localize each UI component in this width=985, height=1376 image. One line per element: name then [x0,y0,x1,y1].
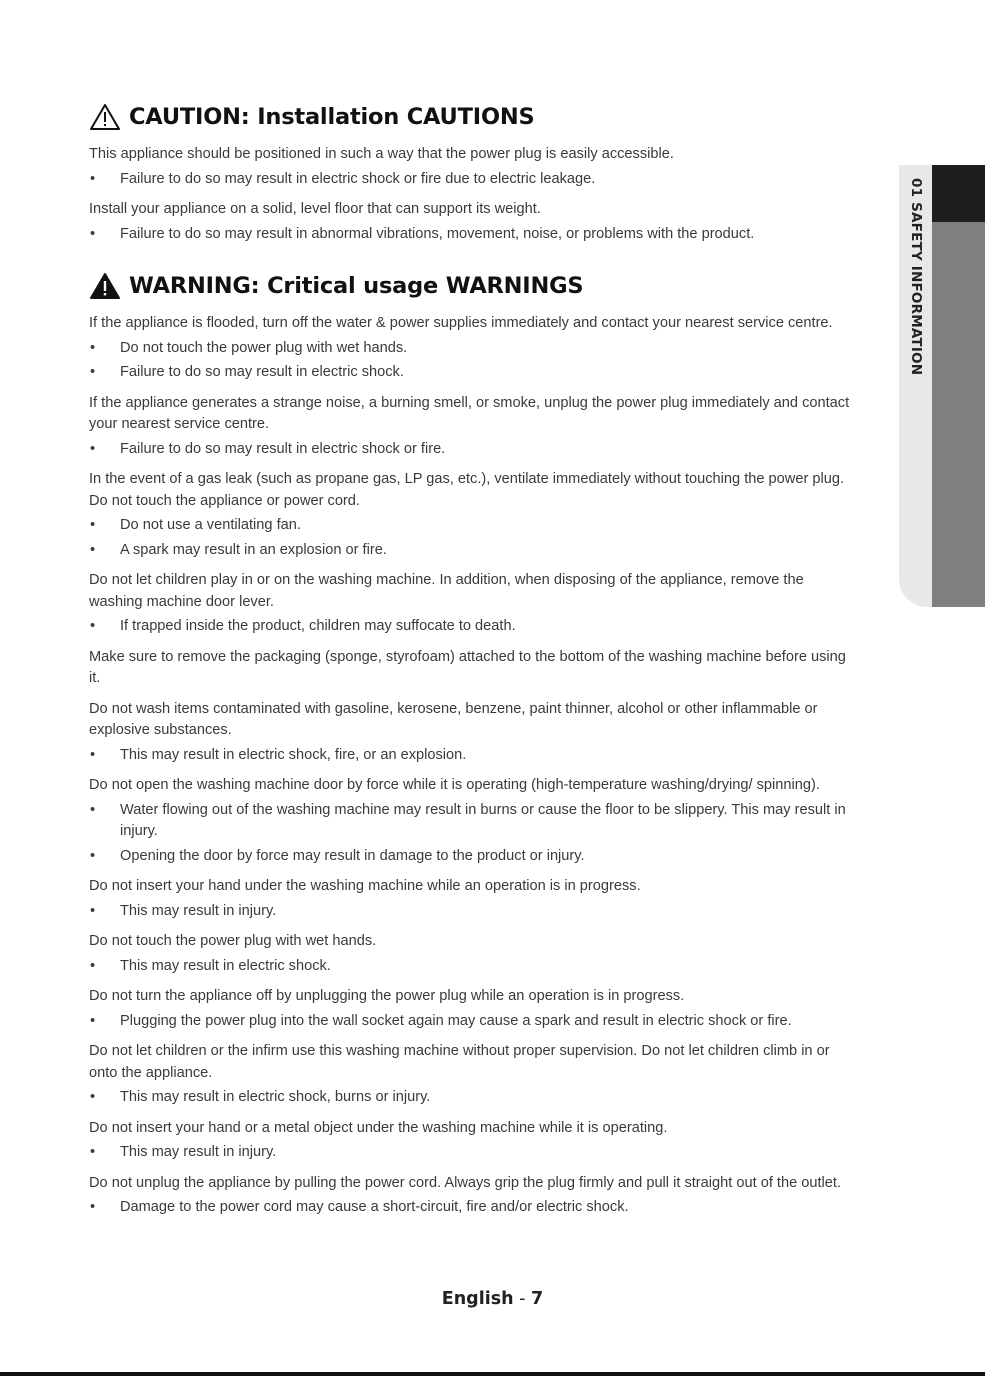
bullet-item [89,901,859,923]
safety-item [89,1118,859,1164]
safety-instruction: If the appliance generates a strange noise, a burning smell, or smoke, unplug the power plug immediately and contact your nearest service centre. [89,394,850,432]
bullet-marker: • [90,541,96,558]
chapter-tab-label: 01 SAFETY INFORMATION [908,178,924,376]
safety-instruction: Do not insert your hand or a metal object under the washing machine while it is operating. [89,1119,668,1136]
bullet-text: If trapped inside the product, children may suffocate to death. [120,618,516,634]
bullet-item [89,1197,859,1219]
safety-instruction: Do not turn the appliance off by unplugging the power plug while an operation is in progress. [89,988,685,1004]
safety-instruction: If the appliance is flooded, turn off the water & power supplies immediately and contact your nearest service centre. [89,315,833,331]
safety-instruction: This appliance should be positioned in such a way that the power plug is easily accessible. [89,146,674,162]
bullet-marker: • [90,618,96,634]
bullet-marker: • [90,440,96,457]
chapter-tab-bar [932,165,985,607]
bullet-item [89,1142,859,1164]
bullet-text: Failure to do so may result in electric shock or fire due to electric leakage. [120,170,596,187]
safety-item [89,647,859,690]
bullet-text: Failure to do so may result in electric shock. [120,364,404,380]
bullet-item [89,362,859,384]
footer-page-number: 7 [531,1289,544,1309]
footer-language: English [441,1289,514,1309]
bullet-text: Failure to do so may result in abnormal vibrations, movement, noise, or problems with the product. [120,225,755,242]
safety-instruction: Do not let children or the infirm use this washing machine without proper supervision. Do not let children climb in or onto the appliance. [89,1043,830,1081]
caution-outline-triangle-icon [89,103,121,131]
bullet-item [89,1011,859,1033]
safety-instruction: Install your appliance on a solid, level floor that can support its weight. [89,201,541,217]
safety-instruction: Do not open the washing machine door by force while it is operating (high-temperature washing/drying/ spinning). [89,777,820,793]
bullet-marker: • [90,746,96,763]
bullet-item [89,846,859,868]
bullet-marker: • [90,1144,96,1160]
bullet-text: A spark may result in an explosion or fire. [120,541,387,558]
safety-instruction: Do not insert your hand under the washing machine while an operation is in progress. [89,878,641,894]
safety-item [89,144,859,190]
warning-heading [89,271,859,301]
bullet-text: Opening the door by force may result in damage to the product or injury. [120,847,585,864]
footer-separator: - [513,1289,532,1309]
bullet-text: This may result in electric shock, burns or injury. [120,1089,431,1105]
bullet-item [89,745,859,767]
bullet-item [89,616,859,638]
safety-instruction: Do not wash items contaminated with gasoline, kerosene, benzene, paint thinner, alcohol or other inflammable or explosive substances. [89,700,818,738]
bullet-marker: • [90,957,96,974]
warning-filled-triangle-icon [89,272,121,300]
caution-blocks [89,144,859,245]
safety-instruction: Do not unplug the appliance by pulling the power cord. Always grip the plug firmly and pull it straight out of the outlet. [89,1174,842,1191]
bullet-marker: • [90,1012,96,1029]
bullet-text: This may result in injury. [120,902,277,919]
bullet-text: This may result in injury. [120,1144,277,1160]
bullet-item [89,540,859,562]
bullet-marker: • [90,1199,96,1215]
safety-item [89,393,859,461]
bullet-item [89,224,859,246]
bullet-marker: • [90,364,96,380]
safety-item [89,699,859,767]
safety-item [89,313,859,384]
bullet-item [89,338,859,360]
bullet-item [89,439,859,461]
safety-item [89,1173,859,1219]
bullet-marker: • [90,801,96,818]
safety-item [89,931,859,977]
safety-item [89,775,859,867]
bullet-item [89,800,859,843]
bullet-marker: • [90,225,96,242]
safety-instruction: Do not let children play in or on the washing machine. In addition, when disposing of the appliance, remove the washing machine door lever. [89,572,804,610]
page-bottom-rule [0,1372,985,1376]
warning-title: WARNING: Critical usage WARNINGS [129,273,584,299]
bullet-item [89,515,859,537]
safety-item [89,570,859,638]
safety-item [89,876,859,922]
bullet-text: Do not touch the power plug with wet hands. [120,339,408,356]
bullet-marker: • [90,339,96,356]
bullet-marker: • [90,170,96,187]
bullet-marker: • [90,517,96,533]
safety-instruction: Make sure to remove the packaging (sponge, styrofoam) attached to the bottom of the washing machine before using it. [89,648,846,686]
bullet-text: Plugging the power plug into the wall socket again may cause a spark and result in electric shock or fire. [120,1012,792,1029]
page-content [89,102,859,1228]
bullet-text: Damage to the power cord may cause a short-circuit, fire and/or electric shock. [120,1199,629,1215]
bullet-text: This may result in electric shock, fire, or an explosion. [120,746,467,763]
bullet-item [89,169,859,191]
safety-instruction: Do not touch the power plug with wet hands. [89,933,377,949]
bullet-text: Do not use a ventilating fan. [120,517,301,533]
chapter-tab-marker [932,165,985,222]
safety-item [89,469,859,561]
safety-item [89,1041,859,1109]
safety-instruction: In the event of a gas leak (such as propane gas, LP gas, etc.), ventilate immediately without touching the power plug. Do not touch the appliance or power cord. [89,471,844,509]
bullet-marker: • [90,1089,96,1105]
bullet-text: Water flowing out of the washing machine may result in burns or cause the floor to be slippery. This may result in injury. [120,801,846,839]
caution-heading [89,102,859,132]
bullet-item [89,1087,859,1109]
caution-section [89,102,859,245]
safety-item [89,986,859,1032]
bullet-marker: • [90,847,96,864]
warning-section [89,271,859,1219]
warning-blocks [89,313,859,1219]
bullet-item [89,956,859,978]
safety-item [89,199,859,245]
bullet-text: Failure to do so may result in electric shock or fire. [120,440,446,457]
page-footer [0,1289,985,1309]
caution-title: CAUTION: Installation CAUTIONS [129,104,535,130]
bullet-text: This may result in electric shock. [120,957,331,974]
bullet-marker: • [90,902,96,919]
